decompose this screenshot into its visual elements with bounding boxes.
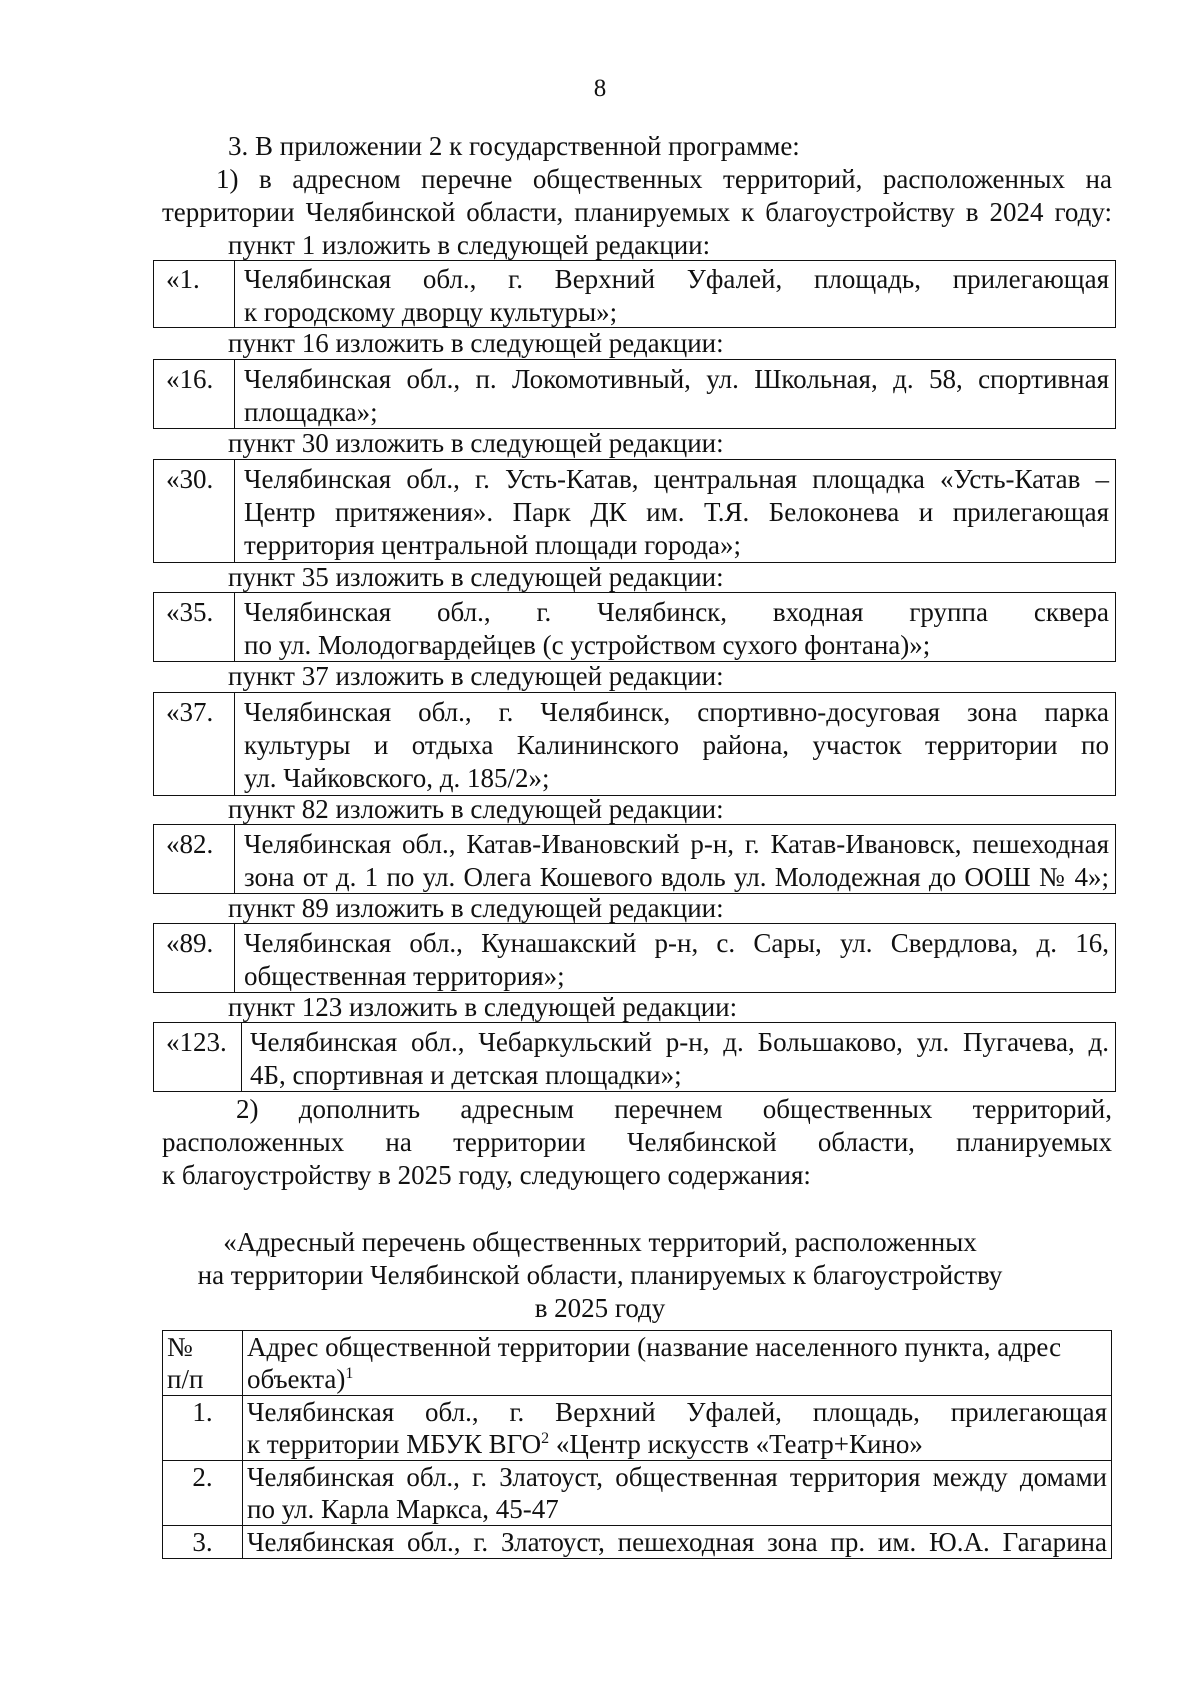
amendment-text: Челябинская обл., п. Локомотивный, ул. Школьная, д. 58, спортивная площадка»;: [244, 364, 1109, 427]
amendment-text: Челябинская обл., г. Челябинск, входная группа сквера по ул. Молодогвардейцев (с устройством сухого фонтана)»;: [244, 597, 1109, 660]
row-address: Челябинская обл., г. Златоуст, общественная территория между домами по ул. Карла Маркса, 45-47: [243, 1461, 1112, 1526]
amendment-box-item-89: [153, 923, 1116, 993]
amendment-number: «89.: [154, 924, 235, 992]
intro-line-1: 3. В приложении 2 к государственной программе:: [228, 131, 800, 161]
list-heading-line-1: «Адресный перечень общественных территорий, расположенных: [223, 1227, 977, 1257]
instruction-item-35: пункт 35 изложить в следующей редакции:: [228, 562, 724, 592]
amendment-number: «35.: [154, 593, 235, 661]
amendment-number: «30.: [154, 460, 235, 562]
amendment-number: «1.: [154, 261, 235, 327]
amendment-box-item-37: [153, 692, 1116, 796]
instruction-item-123: пункт 123 изложить в следующей редакции:: [228, 992, 738, 1022]
row-number: 1.: [163, 1396, 243, 1461]
table-row: [163, 1461, 1112, 1526]
amendment-box-item-30: [153, 459, 1116, 563]
amendment-box-item-1: [153, 260, 1116, 328]
part2-line-1: 2) дополнить адресным перечнем общественных территорий,: [236, 1094, 1112, 1124]
table-row: [163, 1396, 1112, 1461]
amendment-text: Челябинская обл., Чебаркульский р-н, д. Большаково, ул. Пугачева, д. 4Б, спортивная и детская площадки»;: [250, 1027, 1109, 1090]
header-number-cell: № п/п: [163, 1331, 243, 1396]
amendment-number: «123.: [154, 1023, 242, 1091]
row-number: 3.: [163, 1526, 243, 1559]
amendment-text: Челябинская обл., г. Челябинск, спортивно-досуговая зона парка культуры и отдыха Калининского района, участок территории по ул. Чайковского, д. 185/2»;: [244, 697, 1109, 793]
instruction-item-1: пункт 1 изложить в следующей редакции:: [228, 230, 711, 260]
amendment-box-item-35: [153, 592, 1116, 662]
table-header-row: [163, 1331, 1112, 1396]
instruction-item-37: пункт 37 изложить в следующей редакции:: [228, 661, 724, 691]
instruction-item-16: пункт 16 изложить в следующей редакции:: [228, 328, 724, 358]
instruction-item-30: пункт 30 изложить в следующей редакции:: [228, 428, 724, 458]
amendment-box-item-82: [153, 824, 1116, 894]
addresses-2025-table: [162, 1330, 1112, 1559]
amendment-text: Челябинская обл., Кунашакский р-н, с. Сары, ул. Свердлова, д. 16, общественная территория»;: [244, 928, 1109, 991]
amendment-number: «37.: [154, 693, 235, 795]
instruction-item-89: пункт 89 изложить в следующей редакции:: [228, 893, 724, 923]
header-address-cell: Адрес общественной территории (название населенного пункта, адрес объекта)$^1$: [243, 1331, 1112, 1396]
row-number: 2.: [163, 1461, 243, 1526]
intro-line-2b: территории Челябинской области, планируемых к благоустройству в 2024 году:: [162, 197, 1112, 227]
amendment-box-item-123: [153, 1022, 1116, 1092]
list-heading-line-2: на территории Челябинской области, планируемых к благоустройству: [197, 1260, 1003, 1290]
table-row: [163, 1526, 1112, 1559]
amendment-box-item-16: [153, 359, 1116, 429]
amendment-number: «82.: [154, 825, 235, 893]
amendment-text: Челябинская обл., г. Усть-Катав, центральная площадка «Усть-Катав – Центр притяжения». Парк ДК им. Т.Я. Белоконева и прилегающая территория центральной площади города»;: [244, 464, 1109, 560]
list-heading-line-3: в 2025 году: [534, 1293, 666, 1323]
row-address: Челябинская обл., г. Верхний Уфалей, площадь, прилегающая к территории МБУК ВГО$^2$ «Центр искусств «Театр+Кино»: [243, 1396, 1112, 1461]
part2-line-2: расположенных на территории Челябинской области, планируемых: [162, 1127, 1112, 1157]
amendment-text: Челябинская обл., г. Верхний Уфалей, площадь, прилегающая к городскому дворцу культуры»;: [244, 264, 1109, 327]
amendment-text: Челябинская обл., Катав-Ивановский р-н, г. Катав-Ивановск, пешеходная зона от д. 1 по ул. Олега Кошевого вдоль ул. Молодежная до ООШ № 4»;: [244, 829, 1109, 892]
part2-line-3: к благоустройству в 2025 году, следующего содержания:: [162, 1160, 811, 1190]
page-number: 8: [593, 75, 607, 102]
amendment-number: «16.: [154, 360, 235, 428]
intro-line-2a: 1) в адресном перечне общественных территорий, расположенных на: [216, 164, 1112, 194]
row-address: Челябинская обл., г. Златоуст, пешеходная зона пр. им. Ю.А. Гагарина: [243, 1526, 1112, 1559]
instruction-item-82: пункт 82 изложить в следующей редакции:: [228, 794, 724, 824]
